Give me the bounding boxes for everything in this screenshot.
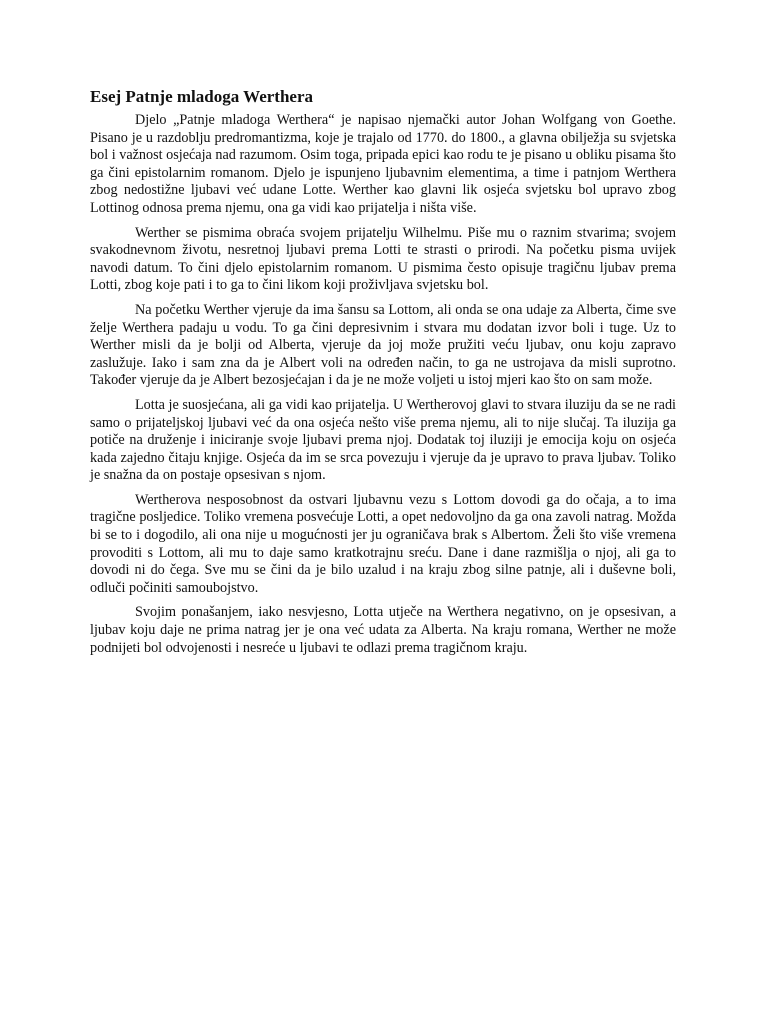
paragraph-5: Wertherova nesposobnost da ostvari ljubavnu vezu s Lottom dovodi ga do očaja, a to ima tragične posljedice. Toliko vremena posvećuje Lotti, a opet nedovoljno da ga ona zavoli natrag. Možda bi se to i dogodilo, ali ona nije u mogućnosti jer ju ograničava brak s Albertom. Želi što više vremena provoditi s Lottom, ali mu to daje samo kratkotrajnu sreću. Dane i dane razmišlja o njoj, ali ga to dovodi ni do čega. Sve mu se čini da je bilo uzalud i na kraju zbog silne patnje, ali i duševne boli, odluči počiniti samoubojstvo. — [90, 491, 676, 596]
paragraph-6: Svojim ponašanjem, iako nesvjesno, Lotta utječe na Werthera negativno, on je opsesivan, a ljubav koju daje ne prima natrag jer je ona već udata za Alberta. Na kraju romana, Werther ne može podnijeti bol odvojenosti i nesreće u ljubavi te odlazi prema tragičnom kraju. — [90, 604, 676, 656]
paragraph-3: Na početku Werther vjeruje da ima šansu sa Lottom, ali onda se ona udaje za Alberta, čime sve želje Werthera padaju u vodu. To ga čini depresivnim i stvara mu dodatan izvor boli i tuge. Uz to Werther misli da je bolji od Alberta, vjeruje da joj može pružiti veću ljubav, onu koju zapravo zaslužuje. Iako i sam zna da je Albert voli na određen način, to ga ne ustrojava da misli suprotno. Također vjeruje da je Albert bezosjećajan i da je ne može voljeti u istoj mjeri kao što on sam može. — [90, 301, 676, 389]
essay-title: Esej Patnje mladoga Werthera — [90, 87, 314, 106]
paragraph-4: Lotta je suosjećana, ali ga vidi kao prijatelja. U Wertherovoj glavi to stvara iluziju da se ne radi samo o prijateljskoj ljubavi već da ona osjeća nešto više prema njemu, ali to nije slučaj. Ta iluzija ga potiče na druženje i iniciranje svoje ljubavi prema njoj. Dodatak toj iluziji je emocija koju on osjeća kada zajedno čitaju knjige. Osjeća da im se srca povezuju i vjeruje da je upravo to prava ljubav. Toliko je snažna da on postaje opsesivan s njom. — [90, 396, 676, 484]
document-page — [90, 86, 676, 664]
paragraph-1: Djelo „Patnje mladoga Werthera“ je napisao njemački autor Johan Wolfgang von Goethe. Pisano je u razdoblju predromantizma, koje je trajalo od 1770. do 1800., a glavna obilježja su svjetska bol i važnost osjećaja nad razumom. Osim toga, pripada epici kao rodu te je pisano u obliku pisama što ga čini epistolarnim romanom. Djelo je ispunjeno ljubavnim elementima, a time i patnjom Werthera zbog nedostižne ljubavi već udane Lotte. Werther kao glavni lik osjeća svjetsku bol upravo zbog Lottinog odnosa prema njemu, ona ga vidi kao prijatelja i ništa više. — [90, 112, 676, 216]
paragraph-2: Werther se pismima obraća svojem prijatelju Wilhelmu. Piše mu o raznim stvarima; svojem svakodnevnom životu, nesretnoj ljubavi prema Lotti te strasti o prirodi. Na početku pisma uvijek navodi datum. To čini djelo epistolarnim romanom. U pismima često opisuje tragičnu ljubav prema Lotti, zbog koje pati i to ga to čini likom koji proživljava svjetsku bol. — [90, 224, 676, 294]
